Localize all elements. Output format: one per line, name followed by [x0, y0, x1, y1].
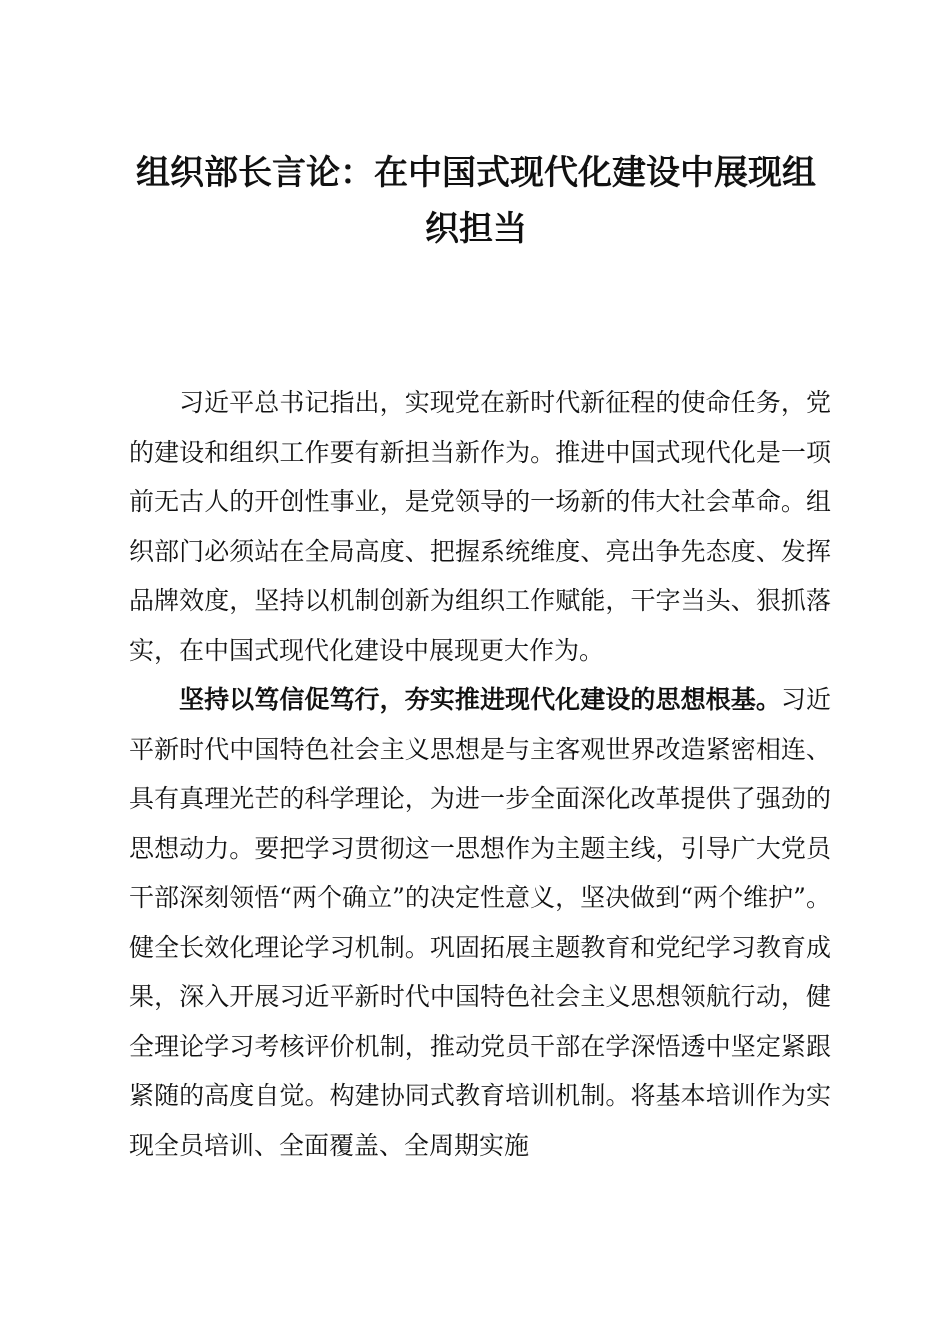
paragraph-text: 习近平新时代中国特色社会主义思想是与主客观世界改造紧密相连、具有真理光芒的科学理论，为进一步全面深化改革提供了强劲的思想动力。要把学习贯彻这一思想作为主题主线，引导广大党员干部深刻领悟“两个确立”的决定性意义，坚决做到“两个维护”。健全长效化理论学习机制。巩固拓展主题教育和党纪学习教育成果，深入开展习近平新时代中国特色社会主义思想领航行动，健全理论学习考核评价机制，推动党员干部在学深悟透中坚定紧跟紧随的高度自觉。构建协同式教育培训机制。将基本培训作为实现全员培训、全面覆盖、全周期实施	[129, 685, 831, 1160]
paragraph-intro	[129, 378, 831, 675]
document-body	[129, 378, 831, 1170]
paragraph-text: 习近平总书记指出，实现党在新时代新征程的使命任务，党的建设和组织工作要有新担当新作为。推进中国式现代化是一项前无古人的开创性事业，是党领导的一场新的伟大社会革命。组织部门必须站在全局高度、把握系统维度、亮出争先态度、发挥品牌效度，坚持以机制创新为组织工作赋能，干字当头、狠抓落实，在中国式现代化建设中展现更大作为。	[129, 388, 831, 665]
paragraph-section-1	[129, 675, 831, 1170]
section-heading: 坚持以笃信促笃行，夯实推进现代化建设的思想根基。	[179, 685, 781, 714]
document-title: 组织部长言论：在中国式现代化建设中展现组织担当	[136, 153, 816, 249]
